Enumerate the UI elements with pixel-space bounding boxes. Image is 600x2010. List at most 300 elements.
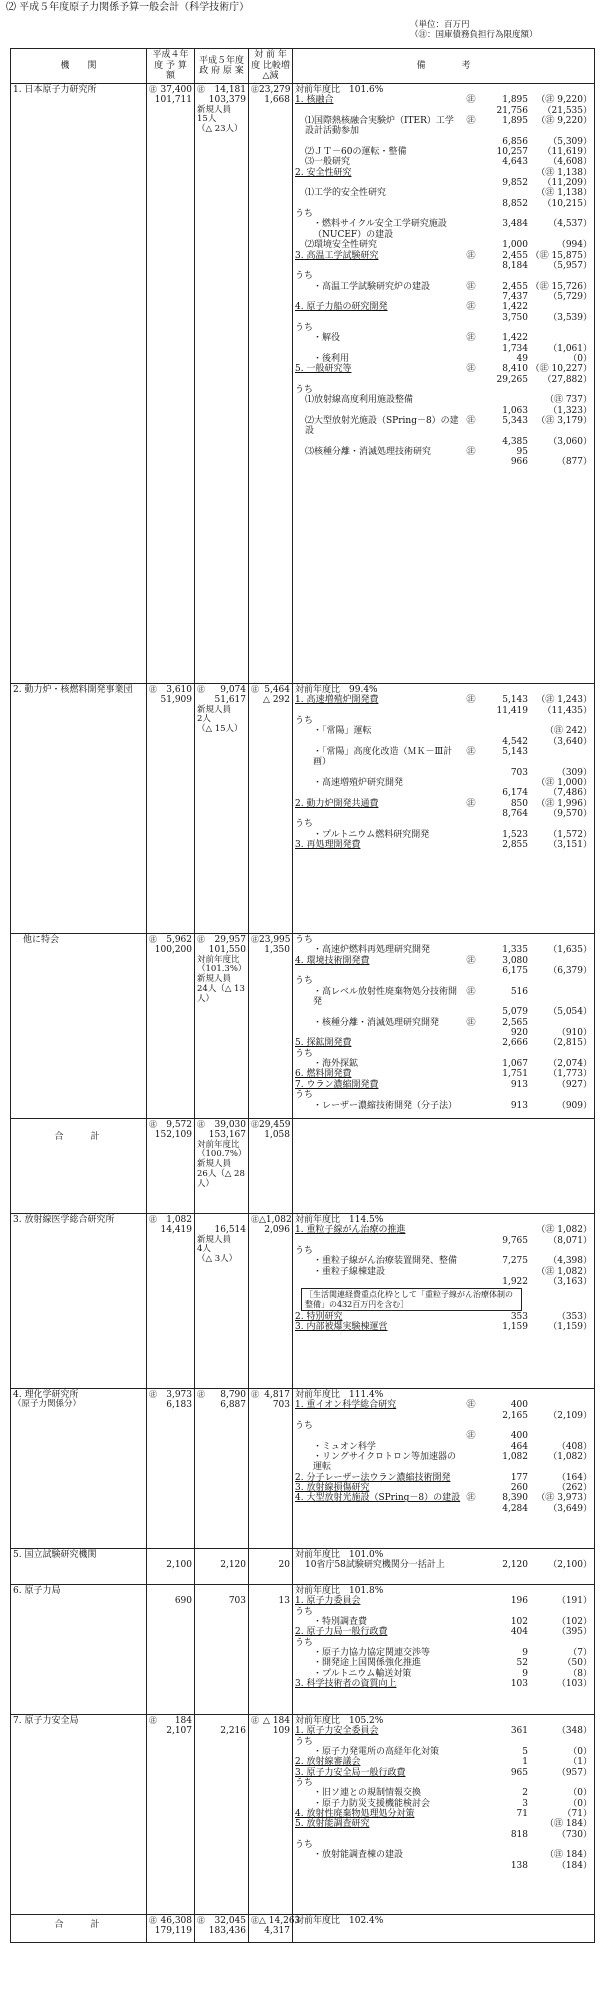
- note-label: ・リングサイクロトロン等加速器の運転: [313, 1452, 457, 1473]
- debt-amount: 14,181: [214, 85, 246, 95]
- budget-cell: [147, 1715, 195, 1915]
- note-item: [295, 1225, 592, 1235]
- note-amount: 6,174: [502, 788, 528, 799]
- note-amount: 4,542: [502, 736, 528, 747]
- org-name-cell: [11, 934, 147, 1119]
- budget-line: [197, 85, 246, 95]
- debt-marker: ㊟: [466, 250, 476, 261]
- note-amount: 103: [510, 1679, 528, 1690]
- note-amount: 21,756: [496, 105, 528, 116]
- note-amount: 965: [510, 1767, 528, 1778]
- note-label: 2. 特別研究: [295, 1311, 343, 1322]
- prev-amount: （353）: [556, 1311, 592, 1322]
- note-item: [295, 1236, 592, 1246]
- note-amount: 5: [522, 1747, 528, 1758]
- debt-amount: 8,790: [220, 1390, 246, 1400]
- note-item: [295, 261, 592, 271]
- debt-marker: ㊟: [149, 1916, 157, 1925]
- debt-marker: ㊟: [149, 935, 157, 944]
- note-amount: 29,265: [496, 374, 528, 385]
- budget-line: [251, 1215, 290, 1225]
- debt-marker: ㊟: [251, 1716, 259, 1725]
- budget-line: [251, 1550, 290, 1560]
- prev-amount: （10,215）: [542, 198, 592, 209]
- note-item: [295, 1267, 592, 1277]
- note-label: ・高速炉燃料再処理研究開発: [313, 945, 431, 956]
- note-amount: 2,455: [502, 250, 528, 261]
- prev-amount: （909）: [556, 1100, 592, 1111]
- note-label: 4. 環境技術開発費: [295, 955, 370, 966]
- prev-amount: （2,074）: [548, 1059, 592, 1070]
- org-name-cell: [11, 1549, 147, 1585]
- note-item-cont: [295, 1277, 592, 1287]
- note-item: [295, 1658, 592, 1668]
- debt-marker: ㊟: [466, 116, 476, 127]
- budget-cell: [147, 1214, 195, 1389]
- note-amount: 7,437: [502, 291, 528, 302]
- budget-cell: [147, 934, 195, 1119]
- debt-amount: 29,957: [214, 935, 246, 945]
- note-item: [295, 1819, 592, 1829]
- note-item: [295, 726, 592, 736]
- prev-amount: （㊟ 184）: [544, 1850, 592, 1861]
- table-row: [11, 1915, 595, 1943]
- note-item: [295, 178, 592, 188]
- prev-amount: （50）: [562, 1658, 592, 1669]
- note-label: 3. 科学技術者の資質向上: [295, 1679, 397, 1690]
- note-item: [295, 1080, 592, 1090]
- note-item-cont: [295, 292, 592, 302]
- budget-cell: [249, 1214, 293, 1389]
- note-amount: 5,143: [502, 695, 528, 706]
- note-item: [295, 695, 592, 705]
- note-item: [295, 364, 592, 374]
- budget-amount: 183,436: [208, 1926, 246, 1937]
- note-label: ・プルトニウム燃料研究開発: [313, 829, 430, 840]
- note-item: [295, 1830, 592, 1840]
- debt-marker: ㊟: [149, 1390, 157, 1399]
- note-cell: [293, 84, 595, 684]
- note-item: [295, 168, 592, 178]
- debt-amount: 39,030: [214, 1120, 246, 1130]
- debt-marker: ㊟: [466, 1431, 476, 1442]
- budget-amount: 2,100: [166, 1560, 192, 1571]
- note-item: [295, 1788, 592, 1798]
- note-cell: [293, 934, 595, 1119]
- budget-cell: [147, 1915, 195, 1943]
- note-label: 2. 安全性研究: [295, 167, 352, 178]
- debt-marker: ㊟: [466, 1400, 476, 1411]
- debt-amount: △ 184: [263, 1716, 290, 1726]
- debt-amount: 184: [174, 1716, 192, 1726]
- note-item: [295, 1473, 592, 1483]
- note-label: 2. 原子力局一般行政費: [295, 1627, 388, 1638]
- budget-amount: 6,887: [220, 1400, 246, 1411]
- debt-amount: 3,610: [166, 685, 192, 695]
- budget-amount: 2,216: [220, 1726, 246, 1737]
- ratio-line: 対前年度比 101.8%: [295, 1586, 384, 1596]
- note-label: 1. 重粒子線がん治療の推進: [295, 1225, 406, 1236]
- headcount-note: 新規人員: [197, 104, 232, 115]
- debt-amount: 5,464: [264, 685, 290, 695]
- note-item: [295, 116, 592, 137]
- note-label: うち: [295, 1736, 314, 1747]
- budget-amount: 14,419: [160, 1225, 192, 1236]
- note-amount: 177: [510, 1472, 528, 1483]
- prev-amount: （㊟ 3,973）: [536, 1493, 592, 1504]
- note-cell: [293, 1214, 595, 1389]
- prev-amount: （2,815）: [548, 1038, 592, 1049]
- prev-amount: （4,537）: [548, 219, 592, 230]
- prev-amount: （184）: [556, 1860, 592, 1871]
- note-label: ・原子力発電所の高経年化対策: [313, 1747, 440, 1758]
- headcount-note: 対前年度比（101.3%）: [197, 954, 247, 975]
- note-label: うち: [295, 1840, 314, 1851]
- note-item: [295, 95, 592, 105]
- budget-cell: [249, 1915, 301, 1943]
- note-amount: 5,079: [502, 1007, 528, 1018]
- note-label: うち: [295, 1246, 314, 1257]
- note-label: うち: [295, 1090, 314, 1101]
- note-amount: 703: [510, 767, 528, 778]
- budget-cell: [249, 84, 293, 684]
- prev-amount: （5,054）: [548, 1007, 592, 1018]
- prev-amount: （8）: [568, 1668, 592, 1679]
- budget-amount: 703: [272, 1400, 290, 1411]
- note-amount: 464: [510, 1441, 528, 1452]
- debt-marker: ㊟: [197, 685, 205, 694]
- budget-cell: [195, 1214, 249, 1389]
- note-label: 1. 高速増殖炉開発費: [295, 695, 379, 706]
- budget-amount: 1,350: [264, 945, 290, 956]
- note-cell: [293, 1915, 595, 1943]
- debt-amount: 32,045: [214, 1916, 246, 1926]
- note-item: [295, 1778, 592, 1788]
- budget-line: [197, 1586, 246, 1596]
- budget-amount: 20: [278, 1560, 290, 1571]
- budget-line: [251, 85, 290, 95]
- note-amount: 9: [522, 1668, 528, 1679]
- note-label: ・「常陽」高度化改造（ＭＫ－Ⅲ計画）: [313, 747, 453, 768]
- debt-amount: 23,995: [259, 935, 291, 945]
- org-name: 2. 動力炉・核燃料開発事業団: [13, 685, 133, 695]
- table-row: [11, 934, 595, 1119]
- org-name-cell: [11, 1715, 147, 1915]
- note-amount: 5,343: [502, 416, 528, 426]
- org-name: 5. 国立試験研究機関: [13, 1550, 97, 1560]
- header-h4: 平成４年度 予 算 額: [147, 49, 195, 84]
- note-amount: 8,764: [502, 809, 528, 820]
- debt-marker: ㊟: [466, 302, 476, 313]
- debt-marker: ㊟: [197, 85, 205, 94]
- budget-amount: 100,200: [154, 945, 192, 956]
- note-item-cont: [295, 1007, 592, 1017]
- note-amount: 7,275: [502, 1256, 528, 1267]
- note-item: [295, 302, 592, 312]
- note-amount: 9: [522, 1648, 528, 1659]
- note-amount: 10,257: [496, 147, 528, 158]
- note-item: [295, 1049, 592, 1059]
- note-item-cont: [295, 437, 592, 447]
- budget-line: [197, 935, 246, 945]
- note-amount: 8,390: [502, 1493, 528, 1504]
- note-label: ・放射能調査棟の建設: [313, 1850, 404, 1861]
- prev-amount: （27,882）: [542, 374, 592, 385]
- prev-amount: （927）: [556, 1079, 592, 1090]
- budget-line: [197, 1215, 246, 1225]
- note-amount: 850: [510, 798, 528, 809]
- note-item-cont: [295, 1504, 592, 1514]
- budget-line: [149, 1215, 192, 1225]
- prev-amount: （102）: [556, 1617, 592, 1628]
- prev-amount: （0）: [568, 353, 592, 364]
- note-item: [295, 1648, 592, 1658]
- budget-amount: 153,167: [208, 1130, 246, 1141]
- budget-cell: [147, 1119, 195, 1214]
- note-amount: 196: [510, 1596, 528, 1607]
- note-item: [295, 354, 592, 364]
- debt-marker: ㊟: [251, 1120, 259, 1129]
- prev-amount: （1,061）: [548, 343, 592, 354]
- note-label: 3. 内部被爆実験棟運営: [295, 1322, 388, 1333]
- debt-marker: ㊟: [466, 447, 476, 458]
- note-item: [295, 1483, 592, 1493]
- note-amount: 52: [516, 1658, 528, 1669]
- debt-amount: 23,279: [259, 85, 291, 95]
- debt-marker: ㊟: [197, 935, 205, 944]
- table-row: [11, 1214, 595, 1389]
- note-item: [295, 1638, 592, 1648]
- debt-marker: ㊟: [251, 935, 259, 944]
- budget-cell: [249, 1549, 293, 1585]
- note-label: 4. 原子力船の研究開発: [295, 302, 388, 313]
- prev-amount: （7,486）: [548, 788, 592, 799]
- note-label: うち: [295, 1048, 314, 1059]
- debt-amount: 29,459: [259, 1120, 291, 1130]
- note-label: うち: [295, 1421, 314, 1432]
- debt-amount: △ 14,263: [259, 1916, 301, 1926]
- note-amount: 2: [522, 1788, 528, 1799]
- note-amount: 920: [510, 1028, 528, 1039]
- prev-amount: （9,570）: [548, 809, 592, 820]
- note-item: [295, 313, 592, 323]
- note-item: [295, 1411, 592, 1421]
- unit-line-1: （単位：百万円: [410, 20, 470, 30]
- budget-cell: [195, 684, 249, 934]
- debt-amount: △1,082: [259, 1215, 292, 1225]
- debt-marker: ㊟: [466, 986, 476, 997]
- headcount-note: 新規人員: [197, 1159, 232, 1170]
- budget-amount: 1,668: [264, 95, 290, 106]
- note-amount: 913: [510, 1100, 528, 1111]
- budget-line: [251, 1120, 290, 1130]
- org-name: 他に特会: [23, 935, 60, 945]
- note-item: [295, 282, 592, 292]
- prev-amount: （㊟ 1,082）: [536, 1225, 592, 1236]
- note-item: [295, 737, 592, 747]
- budget-cell: [249, 1389, 293, 1549]
- note-item-cont: [295, 1028, 592, 1038]
- note-item: [295, 147, 592, 157]
- org-name: 7. 原子力安全局: [13, 1716, 79, 1726]
- budget-amount: 179,119: [154, 1926, 192, 1937]
- debt-marker: ㊟: [466, 281, 476, 292]
- note-item: [295, 188, 592, 198]
- note-item: [295, 1726, 592, 1736]
- debt-marker: ㊟: [251, 685, 259, 694]
- prev-amount: （4,398）: [548, 1256, 592, 1267]
- note-label: ・原子力防災支援機能検討会: [313, 1798, 431, 1809]
- debt-marker: ㊟: [149, 1120, 157, 1129]
- note-item: [295, 1840, 592, 1850]
- budget-amount: 2,120: [220, 1560, 246, 1571]
- prev-amount: （㊟ 15,875）: [530, 250, 592, 261]
- note-item: [295, 271, 592, 281]
- note-item: [295, 447, 592, 457]
- note-label: ・解役: [313, 333, 341, 344]
- note-amount: 1,335: [502, 945, 528, 956]
- note-item: [295, 945, 592, 955]
- prev-amount: （㊟ 1,243）: [536, 695, 592, 706]
- note-item: [295, 1669, 592, 1679]
- note-amount: 516: [510, 986, 528, 997]
- prev-amount: （348）: [556, 1726, 592, 1737]
- note-label: ⑶核種分離・消滅処理技術研究: [305, 447, 432, 458]
- header-h5: 平成５年度 政 府 原 案: [195, 49, 249, 84]
- header-note: 備 考: [293, 49, 595, 84]
- org-name: 合 計: [54, 1132, 103, 1142]
- prev-amount: （11,209）: [542, 178, 592, 189]
- note-item-cont: [295, 137, 592, 147]
- budget-amount: 4,317: [264, 1926, 290, 1937]
- note-amount: 1,895: [502, 95, 528, 106]
- budget-cell: [249, 1119, 293, 1214]
- budget-cell: [249, 934, 293, 1119]
- note-item: [295, 1246, 592, 1256]
- budget-line: [149, 1120, 192, 1130]
- note-label: ・レーザー濃縮技術開発（分子法）: [313, 1100, 458, 1111]
- note-label: 2. 動力炉開発共通費: [295, 798, 379, 809]
- note-item: [295, 935, 592, 945]
- budget-cell: [195, 1119, 249, 1214]
- budget-cell: [147, 1585, 195, 1715]
- note-label: ・重粒子線棟建設: [313, 1266, 386, 1277]
- note-amount: 1: [522, 1757, 528, 1768]
- note-item: [295, 375, 592, 385]
- note-amount: 1,422: [502, 333, 528, 344]
- note-item: [295, 240, 592, 250]
- budget-amount: 101,550: [208, 945, 246, 956]
- budget-amount: 690: [174, 1596, 192, 1607]
- note-item: [295, 1431, 592, 1441]
- budget-line: [149, 1586, 192, 1596]
- note-label: 1. 原子力安全委員会: [295, 1726, 379, 1737]
- headcount-note: 4人: [197, 1244, 211, 1255]
- budget-amount: 109: [272, 1726, 290, 1737]
- boxed-note: ［生活関連経費重点化枠として「重粒子線がん治療体制の整備」の432百万円を含む］: [301, 1288, 522, 1310]
- prev-amount: （910）: [556, 1028, 592, 1039]
- note-item-cont: [295, 457, 592, 467]
- prev-amount: （957）: [556, 1767, 592, 1778]
- table-row: [11, 1549, 595, 1585]
- note-label: ⑴放射線高度利用施設整備: [305, 395, 414, 406]
- prev-amount: （1,323）: [548, 405, 592, 416]
- prev-amount: （3,640）: [548, 736, 592, 747]
- note-label: うち: [295, 1637, 314, 1648]
- note-item: [295, 819, 592, 829]
- note-label: 5. 一般研究等: [295, 364, 352, 375]
- prev-amount: （5,309）: [548, 136, 592, 147]
- note-item: [295, 956, 592, 966]
- note-amount: 9,765: [502, 1235, 528, 1246]
- prev-amount: （71）: [562, 1809, 592, 1820]
- debt-marker: ㊟: [466, 798, 476, 809]
- note-amount: 1,751: [502, 1069, 528, 1080]
- page-title: ⑵ 平成５年度原子力関係予算一般会計（科学技術庁）: [6, 2, 250, 13]
- note-label: ・「常陽」運転: [313, 726, 372, 737]
- note-amount: 3,080: [502, 955, 528, 966]
- note-item: [295, 1059, 592, 1069]
- note-label: ⑵環境安全性研究: [305, 240, 378, 251]
- note-item: [295, 1768, 592, 1778]
- prev-amount: （㊟ 9,220）: [536, 116, 592, 127]
- debt-marker: ㊟: [466, 416, 476, 426]
- note-amount: 95: [516, 447, 528, 458]
- prev-amount: （㊟ 184）: [544, 1819, 592, 1830]
- unit-note: [410, 20, 538, 40]
- prev-amount: （21,535）: [542, 105, 592, 116]
- org-subname: （原子力関係分）: [13, 1399, 82, 1410]
- note-amount: 138: [510, 1860, 528, 1871]
- note-label: ・核種分離・消滅処理研究開発: [313, 1017, 440, 1028]
- ratio-line: 対前年度比 105.2%: [295, 1716, 384, 1726]
- prev-amount: （㊟ 1,138）: [536, 167, 592, 178]
- prev-amount: （㊟ 1,996）: [536, 798, 592, 809]
- prev-amount: （191）: [556, 1596, 592, 1607]
- budget-line: [251, 935, 290, 945]
- note-amount: 1,159: [502, 1322, 528, 1333]
- note-label: ・特別調査費: [313, 1617, 368, 1628]
- note-item: [295, 323, 592, 333]
- org-name-cell: [11, 84, 147, 684]
- note-amount: 8,184: [502, 260, 528, 271]
- org-name-cell: [11, 1214, 147, 1389]
- note-amount: 966: [510, 457, 528, 468]
- prev-amount: （309）: [556, 767, 592, 778]
- prev-amount: （1）: [568, 1757, 592, 1768]
- note-amount: 8,852: [502, 198, 528, 209]
- prev-amount: （3,151）: [548, 840, 592, 851]
- budget-cell: [147, 684, 195, 934]
- note-label: うち: [295, 384, 314, 395]
- note-label: うち: [295, 716, 314, 727]
- note-label: 3. 再処理開発費: [295, 840, 361, 851]
- budget-cell: [195, 1549, 249, 1585]
- debt-marker: ㊟: [251, 1215, 259, 1224]
- note-cell: [293, 1585, 595, 1715]
- note-item: [295, 987, 592, 1008]
- note-item: [295, 1493, 592, 1503]
- note-item: [295, 1452, 592, 1473]
- prev-amount: （730）: [556, 1829, 592, 1840]
- prev-amount: （㊟ 1,082）: [536, 1266, 592, 1277]
- headcount-note: 新規人員: [197, 704, 232, 715]
- note-amount: 818: [510, 1829, 528, 1840]
- org-name-cell: [11, 1119, 147, 1214]
- note-label: ・プルトニウム輸送対策: [313, 1668, 412, 1679]
- org-name-cell: [11, 1585, 147, 1715]
- note-label: 3. 放射線損傷研究: [295, 1483, 370, 1494]
